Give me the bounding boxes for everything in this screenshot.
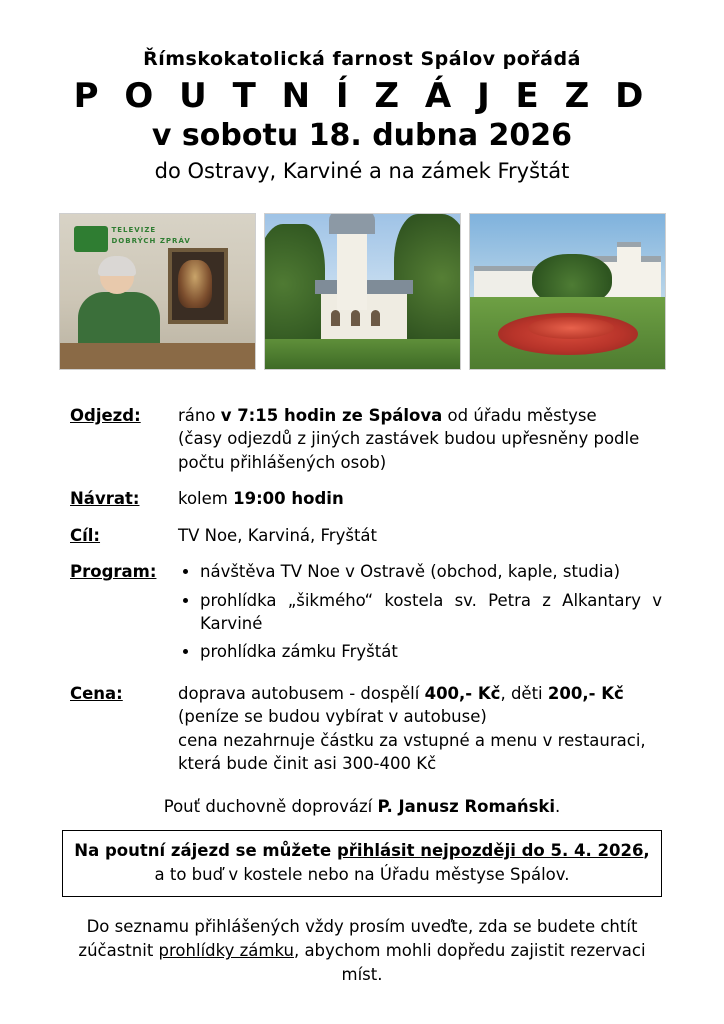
departure-line-1: ráno v 7:15 hodin ze Spálova od úřadu městyse [178,406,597,425]
label-program: Program: [70,562,157,582]
flower-bed-inner [528,317,614,339]
footer-line-1: Do seznamu přihlášených vždy prosím uveďte, zda se budete chtít [86,917,638,937]
footer-line-2: zúčastnit prohlídky zámku, abychom mohli dopředu zajistit rezervaci míst. [78,941,646,985]
label-price: Cena: [70,683,123,703]
person-hair [98,256,136,276]
program-list [178,560,662,664]
value-departure [178,404,662,474]
castle-tour-mention: prohlídky zámku [158,941,294,961]
photo-castle [469,213,666,370]
price-line-2: (peníze se budou vybírat v autobuse) [178,707,487,727]
list-item: • návštěva TV Noe v Ostravě (obchod, kaple, studia) [200,560,662,583]
detail-row-program [70,560,662,669]
logo-line-2: DOBRÝCH ZPRÁV [111,237,191,245]
church-lawn [265,339,460,369]
value-return: kolem 19:00 hodin [178,489,344,509]
photo-tv-noe [59,213,256,370]
event-subtitle: do Ostravy, Karviné a na zámek Fryštát [154,159,570,183]
photo-church [264,213,461,370]
tv-noe-logo [74,224,194,254]
church-window [371,310,380,326]
departure-time: v 7:15 hodin ze Spálova [220,406,443,425]
noe-logo-mark [74,226,108,252]
notice-line-2: a to buď v kostele nebo na Úřadu městyse Spálov. [154,865,570,885]
church-window [351,310,360,326]
value-price [178,682,662,776]
page-title: P O U T N Í Z Á J E Z D [73,76,651,116]
list-item: • prohlídka „šikmého“ kostela sv. Petra z Alkantary v Karviné [200,589,662,636]
detail-row-return [70,487,662,510]
label-destination: Cíl: [70,525,101,545]
photo-strip [36,213,688,370]
footer-note [62,915,662,987]
departure-line-2: (časy odjezdů z jiných zastávek budou upřesněny podle [178,429,640,449]
organizer-line: Římskokatolická farnost Spálov pořádá [143,48,581,70]
detail-row-destination [70,524,662,547]
studio-desk [60,343,255,369]
church-window [331,310,340,326]
value-destination: TV Noe, Karviná, Fryštát [178,525,378,545]
details-block [36,404,688,775]
price-line-4: která bude činit asi 300-400 Kč [178,754,437,774]
registration-deadline: přihlásit nejpozději do 5. 4. 2026 [336,841,644,861]
label-departure: Odjezd: [70,406,141,425]
label-return: Návrat: [70,489,140,509]
wall-painting [168,248,228,324]
notice-line-1: Na poutní zájezd se můžete přihlásit nejpozději do 5. 4. 2026, [74,841,650,861]
price-line-3: cena nezahrnuje částku za vstupné a menu v restauraci, [178,730,646,750]
price-child: 200,- Kč [547,683,624,703]
value-program [178,560,662,669]
price-adult: 400,- Kč [424,683,501,703]
detail-row-departure [70,404,662,474]
church-tower [337,232,367,310]
departure-line-3: počtu přihlášených osob) [178,452,387,472]
price-line-1: doprava autobusem - dospělí 400,- Kč, děti 200,- Kč [178,683,624,703]
logo-line-1: TELEVIZE [111,226,157,234]
poster-header [36,48,688,183]
detail-row-price [70,682,662,776]
list-item: • prohlídka zámku Fryštát [200,640,662,663]
registration-notice [62,830,662,897]
return-time: 19:00 hodin [233,489,344,509]
event-date: v sobotu 18. dubna 2026 [151,118,573,153]
priest-name: P. Janusz Romański [377,797,556,817]
accompaniment-line: Pouť duchovně doprovází P. Janusz Romański. [163,797,561,817]
